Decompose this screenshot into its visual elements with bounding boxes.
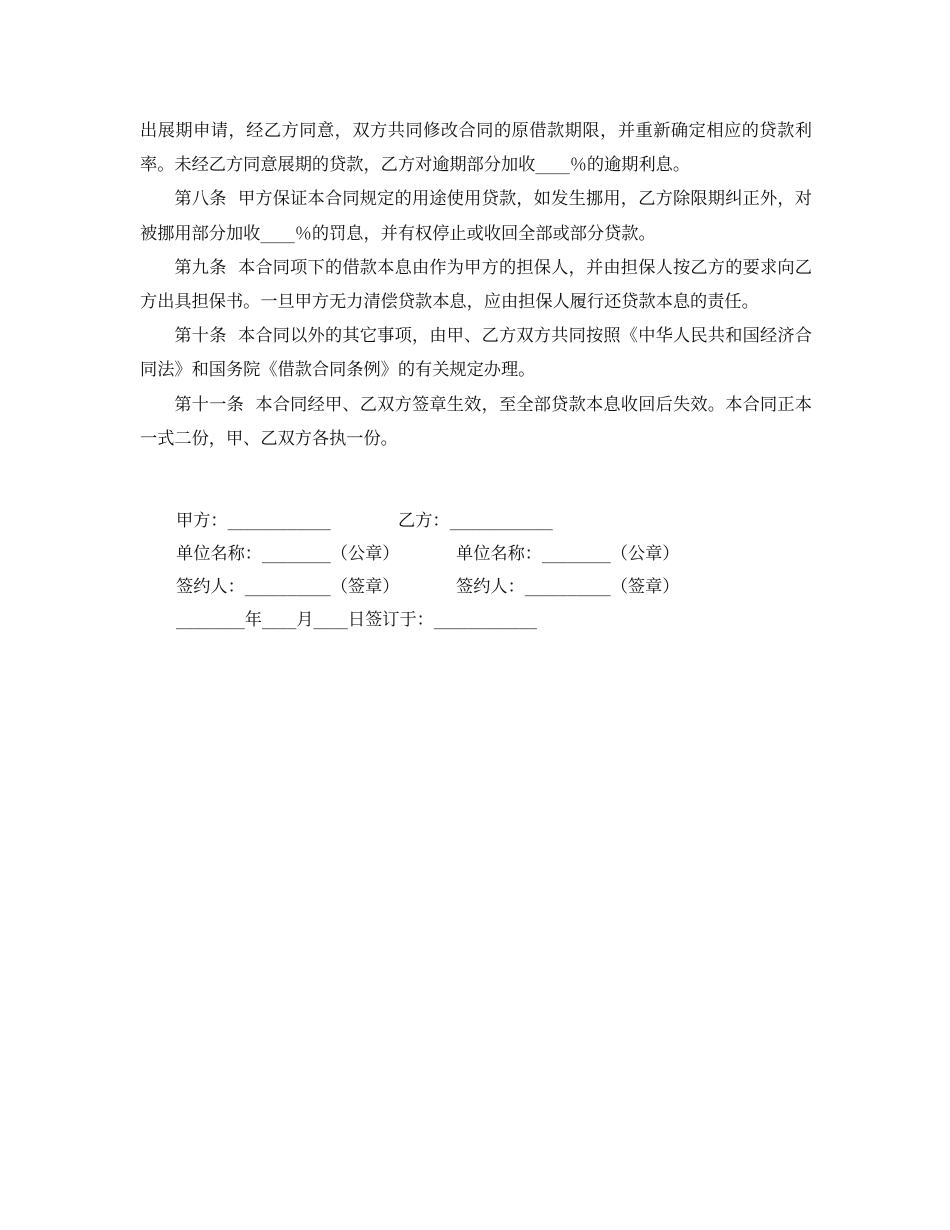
signing-date-place: ________年____月____日签订于：____________ xyxy=(176,610,537,630)
party-a-line: 甲方：____________ xyxy=(176,511,331,531)
unit-name-b: 单位名称：________（公章） xyxy=(456,544,680,564)
paragraph-article-11: 第十一条 本合同经甲、乙双方签章生效，至全部贷款本息收回后失效。本合同正本一式二份，甲、乙双方各执一份。 xyxy=(140,394,812,449)
contract-page xyxy=(140,114,812,630)
paragraph-article-9: 第九条 本合同项下的借款本息由作为甲方的担保人，并由担保人按乙方的要求向乙方出具担保书。一旦甲方无力清偿贷款本息，应由担保人履行还贷款本息的责任。 xyxy=(140,257,812,313)
unit-name-a: 单位名称：________（公章） xyxy=(176,544,400,564)
paragraph-article-10: 第十条 本合同以外的其它事项，由甲、乙方双方共同按照《中华人民共和国经济合同法》和国务院《借款合同条例》的有关规定办理。 xyxy=(140,326,812,381)
paragraph-article-8: 第八条 甲方保证本合同规定的用途使用贷款，如发生挪用，乙方除限期纠正外，对被挪用部分加收____％的罚息，并有权停止或收回全部或部分贷款。 xyxy=(140,189,812,244)
signer-a: 签约人：__________（签章） xyxy=(176,577,400,597)
signature-row-signers xyxy=(140,570,812,604)
party-b-line: 乙方：____________ xyxy=(398,511,553,531)
signature-row-units xyxy=(140,537,812,571)
signature-row-parties xyxy=(140,504,812,538)
signature-row-date xyxy=(140,603,812,637)
paragraph-extension-terms: 出展期申请，经乙方同意，双方共同修改合同的原借款期限，并重新确定相应的贷款利率。未经乙方同意展期的贷款，乙方对逾期部分加收____％的逾期利息。 xyxy=(140,121,812,176)
signer-b: 签约人：__________（签章） xyxy=(456,577,680,597)
